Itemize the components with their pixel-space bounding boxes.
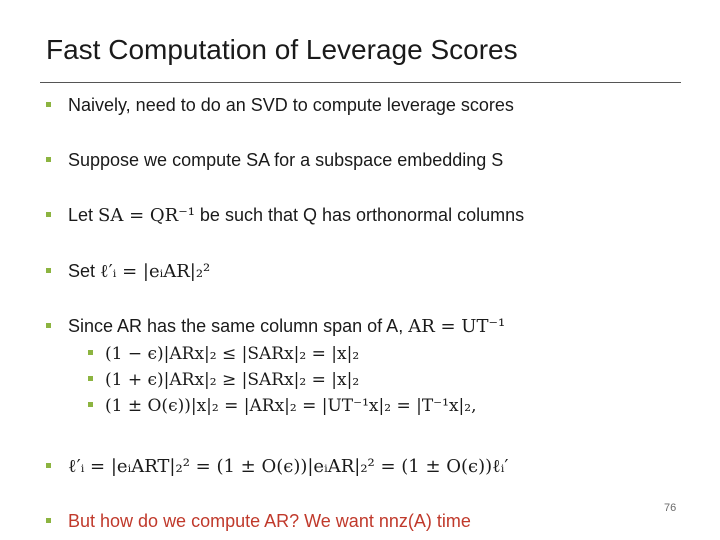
math-expression: AR = UT⁻¹ (408, 316, 506, 337)
bullet-set-leverage: Set ℓ′ᵢ = |eᵢAR|₂² (46, 260, 210, 283)
math-expression: ℓ′ᵢ = |eᵢAR|₂² (100, 261, 211, 282)
slide-title: Fast Computation of Leverage Scores (46, 34, 518, 65)
square-bullet-icon (46, 463, 51, 468)
square-bullet-icon (46, 518, 51, 523)
page-number: 76 (664, 502, 677, 514)
bullet-naive-svd: Naively, need to do an SVD to compute leverage scores (46, 94, 514, 116)
bullet-subspace-embedding: Suppose we compute SA for a subspace embedding S (46, 149, 503, 171)
square-bullet-icon (46, 323, 51, 328)
math-expression: SA = QR⁻¹ (98, 205, 195, 226)
square-bullet-icon (88, 376, 93, 381)
bullet-column-span: Since AR has the same column span of A, AR = UT⁻¹ (46, 315, 505, 338)
subbullet-upper-bound: (1 + ϵ)|ARx|₂ ≥ |SARx|₂ = |x|₂ (88, 369, 359, 391)
square-bullet-icon (46, 212, 51, 217)
square-bullet-icon (46, 268, 51, 273)
bullet-compute-ar-question: But how do we compute AR? We want nnz(A) time (46, 510, 471, 532)
bullet-qr-factorization: Let SA = QR⁻¹ be such that Q has orthonormal columns (46, 204, 524, 227)
bullet-leverage-approx (46, 455, 509, 478)
subbullet-lower-bound: (1 − ϵ)|ARx|₂ ≤ |SARx|₂ = |x|₂ (88, 343, 359, 365)
math-expression: ℓ′ᵢ = |eᵢART|₂² = (1 ± O(ϵ))|eᵢAR|₂² = (1 ± O(ϵ))ℓᵢ′ (68, 456, 509, 477)
square-bullet-icon (46, 102, 51, 107)
square-bullet-icon (46, 157, 51, 162)
subbullet-norm-equality: (1 ± O(ϵ))|x|₂ = |ARx|₂ = |UT⁻¹x|₂ = |T⁻¹x|₂, (88, 395, 477, 417)
title-divider (40, 82, 681, 83)
square-bullet-icon (88, 350, 93, 355)
square-bullet-icon (88, 402, 93, 407)
